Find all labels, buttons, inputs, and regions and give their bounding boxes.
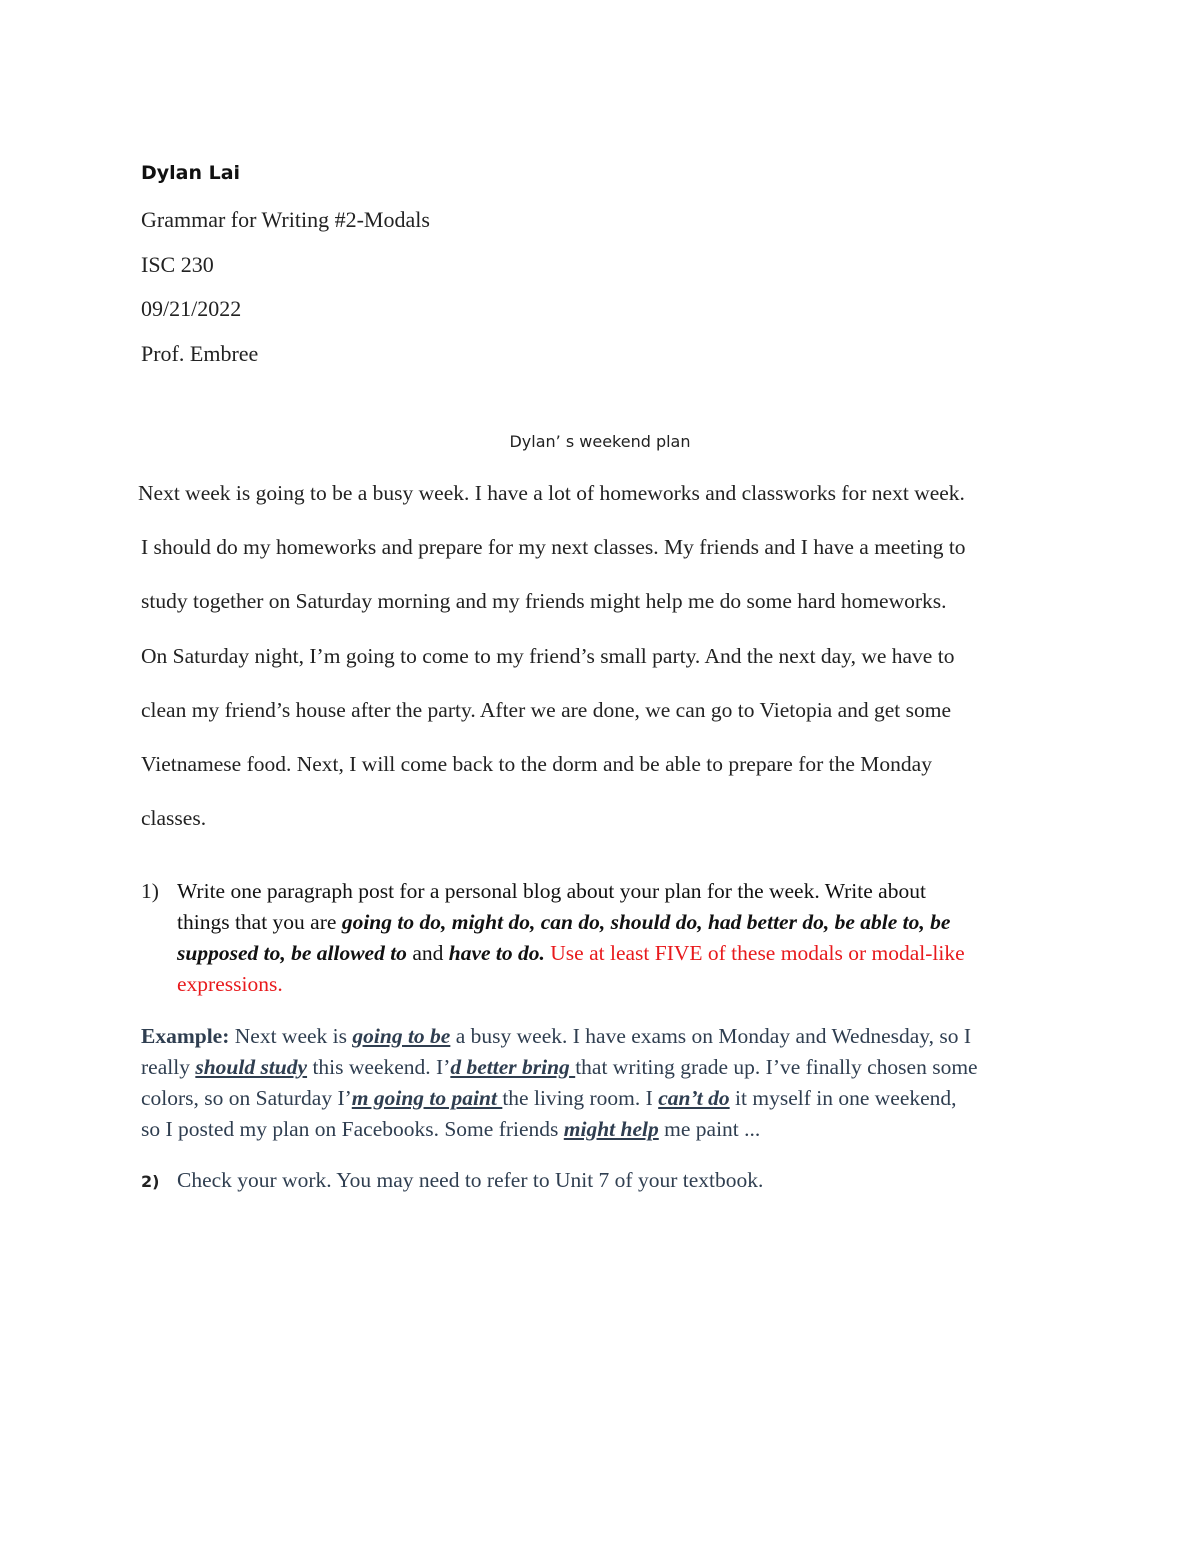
example-text: that writing grade up. I’ve finally chosen some	[575, 1055, 978, 1079]
modal-list: supposed to, be allowed to	[177, 941, 407, 965]
item-number: 2)	[141, 1172, 160, 1191]
instruction-line: Check your work. You may need to refer to Unit 7 of your textbook.	[177, 1168, 764, 1192]
requirement-note: Use at least FIVE of these modals or modal-like	[544, 941, 965, 965]
instruction-line	[177, 910, 950, 935]
modal-highlight: should study	[195, 1055, 308, 1079]
example-label: Example:	[141, 1024, 230, 1048]
example-line	[141, 1024, 971, 1049]
modal-list: have to do.	[448, 941, 545, 965]
modal-highlight: might help	[563, 1117, 659, 1141]
modal-highlight: going to be	[352, 1024, 451, 1048]
instruction-text: things that you are	[177, 910, 342, 934]
example-line	[141, 1086, 957, 1111]
body-line: On Saturday night, I’m going to come to my friend’s small party. And the next day, we have to	[141, 644, 955, 668]
example-text: this weekend. I’	[307, 1055, 451, 1079]
example-text: colors, so on Saturday I’	[141, 1086, 352, 1110]
assignment-title: Grammar for Writing #2-Modals	[141, 207, 430, 232]
example-line	[141, 1117, 760, 1142]
modal-highlight: m going to paint	[351, 1086, 503, 1110]
example-text: Next week is	[229, 1024, 353, 1048]
student-name: Dylan Lai	[141, 162, 241, 184]
date: 09/21/2022	[141, 296, 242, 321]
course-code: ISC 230	[141, 252, 214, 277]
example-text: a busy week. I have exams on Monday and Wednesday, so I	[450, 1024, 972, 1048]
requirement-note: expressions.	[177, 972, 283, 996]
body-line: I should do my homeworks and prepare for my next classes. My friends and I have a meeting to	[141, 535, 966, 559]
modal-highlight: d better bring	[450, 1055, 576, 1079]
body-line: study together on Saturday morning and my friends might help me do some hard homeworks.	[141, 589, 947, 613]
professor: Prof. Embree	[141, 341, 259, 366]
example-line	[141, 1055, 978, 1080]
essay-title: Dylan’ s weekend plan	[509, 432, 691, 451]
example-text: so I posted my plan on Facebooks. Some friends	[141, 1117, 564, 1141]
instruction-text: and	[406, 941, 449, 965]
body-line: clean my friend’s house after the party. After we are done, we can go to Vietopia and get some	[141, 698, 952, 722]
instruction-line: Write one paragraph post for a personal blog about your plan for the week. Write about	[177, 879, 926, 903]
example-text: me paint ...	[658, 1117, 761, 1141]
body-line: classes.	[141, 806, 207, 830]
item-number: 1)	[141, 879, 159, 903]
body-line: Next week is going to be a busy week. I have a lot of homeworks and classworks for next week.	[138, 481, 965, 505]
modal-highlight: can’t do	[658, 1086, 730, 1110]
example-text: the living room. I	[502, 1086, 659, 1110]
modal-list: going to do, might do, can do, should do, had better do, be able to, be	[341, 910, 951, 934]
instruction-line	[177, 941, 965, 966]
example-text: really	[141, 1055, 196, 1079]
body-line: Vietnamese food. Next, I will come back to the dorm and be able to prepare for the Monday	[141, 752, 932, 776]
example-text: it myself in one weekend,	[729, 1086, 957, 1110]
